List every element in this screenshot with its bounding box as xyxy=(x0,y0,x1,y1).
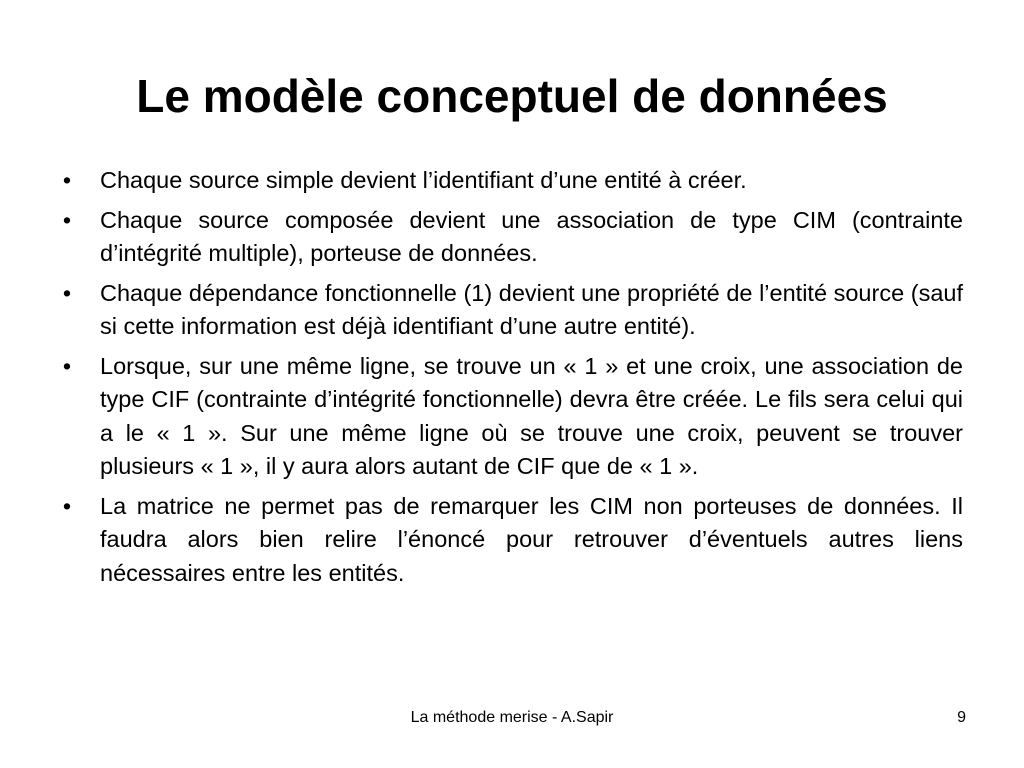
bullet-text: Chaque source composée devient une association de type CIM (contrainte d’intégrité multiple), porteuse de données. xyxy=(100,206,963,266)
bullet-text: Lorsque, sur une même ligne, se trouve un « 1 » et une croix, une association de type CIF (contrainte d’intégrité fonctionnelle) devra être créée. Le fils sera celui qui a le « 1 ». Sur une même ligne où se trouve une croix, peuvent se trouver plusieurs « 1 », il y aura alors autant de CIF que de « 1 ». xyxy=(100,352,963,479)
bullet-list xyxy=(57,164,963,596)
bullet-icon: • xyxy=(62,167,72,193)
bullet-text: La matrice ne permet pas de remarquer les CIM non porteuses de données. Il faudra alors bien relire l’énoncé pour retrouver d’éventuels autres liens nécessaires entre les entités. xyxy=(100,492,963,586)
bullet-item xyxy=(57,204,963,271)
bullet-item xyxy=(57,350,963,484)
bullet-item xyxy=(57,490,963,591)
bullet-icon: • xyxy=(62,206,72,233)
bullet-item xyxy=(57,277,963,344)
bullet-text: Chaque dépendance fonctionnelle (1) devient une propriété de l’entité source (sauf si cette information est déjà identifiant d’une autre entité). xyxy=(100,279,963,339)
footer-text: La méthode merise - A.Sapir xyxy=(410,709,614,726)
bullet-icon: • xyxy=(62,279,72,306)
bullet-item xyxy=(57,164,963,198)
bullet-icon: • xyxy=(62,492,72,519)
page-number: 9 xyxy=(957,709,966,726)
slide-title: Le modèle conceptuel de données xyxy=(136,70,888,122)
bullet-text: Chaque source simple devient l’identifiant d’une entité à créer. xyxy=(100,167,747,193)
bullet-icon: • xyxy=(62,352,72,379)
